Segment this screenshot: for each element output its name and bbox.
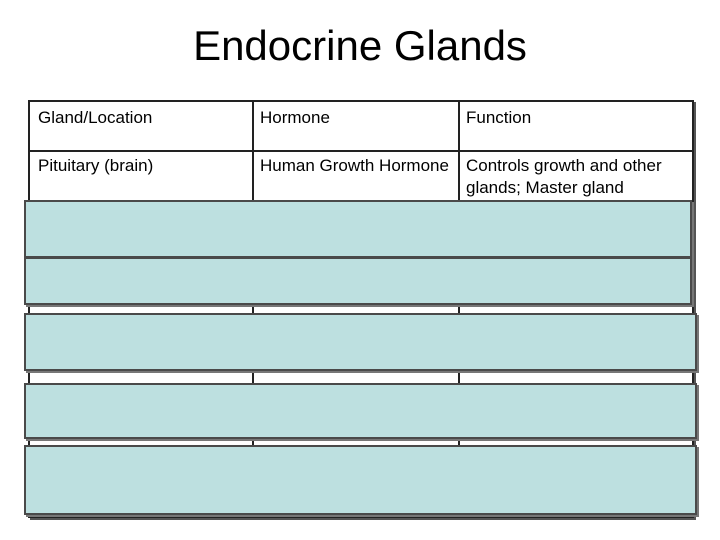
- row-divider: [30, 150, 692, 152]
- header-function: Function: [466, 108, 532, 127]
- hidden-row-cover[interactable]: [24, 200, 692, 258]
- cell-gland-location: Pituitary (brain): [38, 156, 154, 175]
- cell-function: Controls growth and other glands; Master gland: [466, 156, 662, 197]
- hidden-row-cover[interactable]: [24, 313, 697, 371]
- cell-hormone: Human Growth Hormone: [260, 156, 449, 175]
- header-hormone: Hormone: [260, 108, 330, 127]
- header-gland-location: Gland/Location: [38, 108, 153, 127]
- hidden-row-cover[interactable]: [24, 445, 697, 515]
- slide-title: Endocrine Glands: [193, 22, 527, 69]
- hidden-row-cover[interactable]: [24, 383, 697, 439]
- hidden-row-cover[interactable]: [24, 257, 692, 305]
